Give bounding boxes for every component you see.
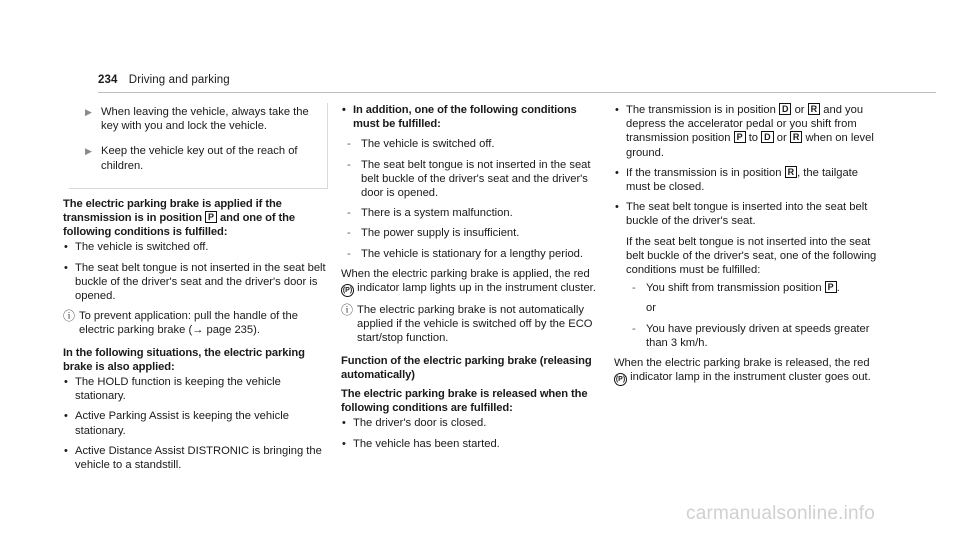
paragraph: When the electric parking brake is applied, the red (P) indicator lamp lights up in the instrument cluster. (341, 267, 603, 297)
list-item: • The seat belt tongue is not inserted in the seat belt buckle of the driver's seat and the driver's door is opened. (64, 261, 326, 303)
transmission-r-symbol: R (808, 103, 821, 115)
list-item: • The vehicle has been started. (342, 437, 500, 450)
bullet-icon: • (615, 166, 619, 179)
list-item: • The driver's door is closed. (342, 417, 487, 430)
bullet-icon: • (342, 417, 346, 430)
bullet-icon: • (64, 410, 68, 423)
sub-item: - The vehicle is switched off. (347, 138, 495, 151)
sub-item: - There is a system malfunction. (347, 207, 513, 220)
sub-item: - The power supply is insufficient. (347, 227, 520, 240)
arrow-right-icon: ▶ (85, 107, 92, 117)
bullet-icon: • (64, 444, 68, 457)
column-1 (63, 103, 328, 478)
bullet-icon: • (342, 437, 346, 450)
action-box (69, 103, 328, 189)
transmission-d-symbol: D (779, 103, 792, 115)
bullet-icon: • (64, 241, 68, 254)
page-header (98, 74, 230, 86)
transmission-p-symbol: P (734, 131, 746, 143)
transmission-p-symbol: P (825, 281, 837, 293)
or-text: or (646, 302, 656, 315)
section-heading: The electric parking brake is released when the following conditions are fulfilled: (341, 388, 588, 415)
list-item: • In addition, one of the following conditions must be fulfilled: (342, 104, 577, 131)
paragraph: If the seat belt tongue is not inserted into the seat belt buckle of the driver's seat, one of the following conditions must be fulfilled: (626, 235, 877, 277)
sub-item: - The seat belt tongue is not inserted in the seat belt buckle of the driver's seat and the driver's door is opened. (347, 158, 591, 200)
page-ref-arrow: → (192, 324, 204, 337)
bullet-icon: • (342, 104, 346, 116)
list-item: • Active Parking Assist is keeping the vehicle stationary. (64, 410, 289, 437)
sub-item: - You have previously driven at speeds greater than 3 km/h. (632, 322, 870, 349)
note: ⓘ To prevent application: pull the handle of the electric parking brake (→ page 235). (63, 309, 298, 337)
bullet-icon: • (64, 261, 68, 274)
section-title: Driving and parking (128, 74, 230, 86)
list-item: • Active Distance Assist DISTRONIC is bringing the vehicle to a standstill. (64, 444, 322, 472)
note: ⓘ The electric parking brake is not automatically applied if the vehicle is switched off by the ECO start/stop function. (341, 303, 593, 345)
column-2 (341, 103, 603, 457)
section-heading: The electric parking brake is applied if the transmission is in position P and one of the following conditions is fulfilled: (63, 197, 296, 239)
arrow-right-icon: ▶ (85, 146, 92, 157)
transmission-r-symbol: R (785, 166, 798, 178)
list-item: • The transmission is in position D or R and you depress the accelerator pedal or you shift from transmission position P to D or R when on level ground. (615, 104, 874, 159)
header-rule (98, 92, 936, 93)
page-number: 234 (98, 74, 118, 86)
list-item: • The HOLD function is keeping the vehicle stationary. (64, 376, 281, 403)
transmission-d-symbol: D (761, 131, 774, 143)
section-heading: In the following situations, the electric parking brake is also applied: (63, 346, 305, 373)
transmission-r-symbol: R (790, 131, 803, 143)
bullet-icon: • (615, 201, 619, 214)
section-heading: Function of the electric parking brake (releasing automatically) (341, 354, 592, 381)
info-icon: ⓘ (341, 303, 354, 318)
action-item: ▶ Keep the vehicle key out of the reach of children. (85, 145, 298, 172)
bullet-icon: • (64, 376, 68, 389)
watermark: carmanualsonline.info (686, 503, 876, 524)
list-item: • If the transmission is in position R , the tailgate must be closed. (615, 166, 859, 194)
action-item: ▶ When leaving the vehicle, always take the key with you and lock the vehicle. (85, 106, 309, 133)
parking-brake-indicator-icon: (P) (341, 284, 354, 297)
bullet-icon: • (615, 104, 619, 116)
transmission-p-symbol: P (205, 211, 217, 223)
parking-brake-indicator-icon: (P) (614, 373, 627, 386)
list-item: • The vehicle is switched off. (64, 241, 209, 254)
sub-item: - The vehicle is stationary for a lengthy period. (347, 247, 584, 260)
sub-item: - You shift from transmission position P . (632, 282, 840, 295)
info-icon: ⓘ (63, 309, 76, 324)
column-3 (614, 103, 884, 388)
list-item: • The seat belt tongue is inserted into the seat belt buckle of the driver's seat. (615, 201, 868, 228)
paragraph: When the electric parking brake is released, the red (P) indicator lamp in the instrument cluster goes out. (614, 356, 884, 386)
